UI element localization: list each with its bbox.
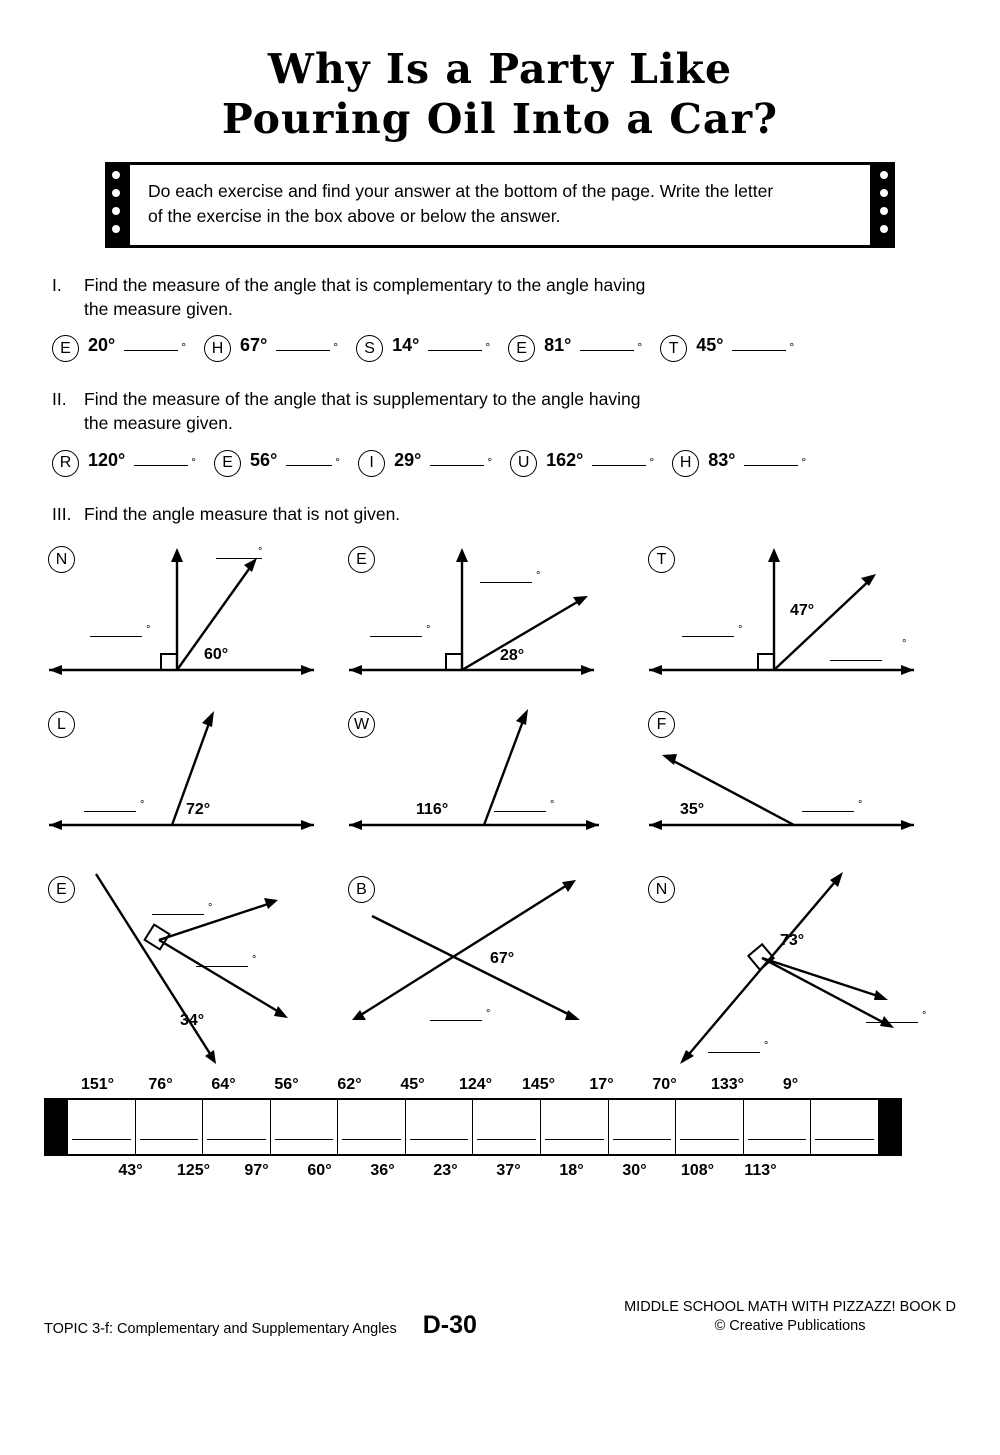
answer-value: 108° xyxy=(680,1162,715,1180)
exercise-value: 20° xyxy=(88,335,116,356)
figure-letter: E xyxy=(348,546,375,573)
answer-blank[interactable] xyxy=(90,636,142,637)
strip-left-cap xyxy=(46,1100,68,1154)
strip-right-cap xyxy=(878,1100,900,1154)
answer-cell[interactable] xyxy=(609,1100,677,1154)
footer-copyright: © Creative Publications xyxy=(714,1318,866,1335)
section-1-heading xyxy=(52,274,1000,321)
exercise-item: R 120° ° xyxy=(52,450,196,477)
banner-right-bar xyxy=(873,162,895,248)
exercise-letter: E xyxy=(52,335,79,362)
section-2 xyxy=(0,388,1000,476)
answer-cell[interactable] xyxy=(541,1100,609,1154)
figure-w-1-drawing xyxy=(344,705,644,870)
answer-blank[interactable] xyxy=(84,811,136,812)
exercise-item: E 20° ° xyxy=(52,335,186,362)
degree-symbol-icon: ° xyxy=(140,799,145,812)
answer-cell[interactable] xyxy=(136,1100,204,1154)
figure-letter: F xyxy=(648,711,675,738)
exercise-value: 81° xyxy=(544,335,572,356)
exercise-item: E 81° ° xyxy=(508,335,642,362)
exercise-item: T 45° ° xyxy=(660,335,794,362)
answer-blank[interactable] xyxy=(744,451,798,466)
exercise-letter: U xyxy=(510,450,537,477)
figures-row xyxy=(44,870,964,1070)
answer-blank[interactable] xyxy=(480,582,532,583)
answer-blank[interactable] xyxy=(830,660,882,661)
answer-value: 151° xyxy=(80,1076,115,1094)
figure-f-1-drawing xyxy=(644,705,944,870)
figure-n-2 xyxy=(644,870,944,1070)
answer-strip-top-values xyxy=(66,1076,964,1094)
figure-l-1-drawing xyxy=(44,705,344,870)
answer-value: 23° xyxy=(433,1162,458,1180)
answer-blank[interactable] xyxy=(732,336,786,351)
answer-value: 9° xyxy=(782,1076,799,1094)
instruction-line-1: Do each exercise and find your answer at the bottom of the page. Write the letter xyxy=(148,181,774,202)
footer-book-title: MIDDLE SCHOOL MATH WITH PIZZAZZ! BOOK D xyxy=(624,1298,956,1315)
answer-cell[interactable] xyxy=(406,1100,474,1154)
title-line-1: Why Is a Party Like xyxy=(267,45,733,93)
answer-blank[interactable] xyxy=(216,558,262,559)
section-3 xyxy=(0,503,1000,527)
exercise-value: 83° xyxy=(708,449,736,470)
answer-blank[interactable] xyxy=(430,451,484,466)
degree-symbol-icon: ° xyxy=(858,799,863,812)
exercise-letter: E xyxy=(508,335,535,362)
answer-value: 30° xyxy=(622,1162,647,1180)
exercise-item: U 162° ° xyxy=(510,450,654,477)
section-2-exercises xyxy=(52,450,1000,477)
figure-w-1 xyxy=(344,705,644,870)
page-footer xyxy=(44,1298,956,1337)
degree-symbol-icon: ° xyxy=(252,954,257,967)
answer-value: 45° xyxy=(400,1076,425,1094)
figure-e-1-drawing xyxy=(344,540,644,705)
exercise-item: H 67° ° xyxy=(204,335,338,362)
answer-value: 76° xyxy=(148,1076,173,1094)
exercise-letter: T xyxy=(660,335,687,362)
degree-symbol-icon: ° xyxy=(536,570,541,583)
exercise-value: 56° xyxy=(250,449,278,470)
exercise-value: 45° xyxy=(696,335,724,356)
angle-label: 72° xyxy=(186,801,211,819)
answer-blank[interactable] xyxy=(580,336,634,351)
angle-label: 73° xyxy=(780,932,805,950)
answer-value: 124° xyxy=(458,1076,493,1094)
figures-row xyxy=(44,540,964,705)
answer-blank[interactable] xyxy=(592,451,646,466)
degree-symbol-icon: ° xyxy=(258,546,263,559)
exercise-letter: H xyxy=(672,450,699,477)
figure-b-1 xyxy=(344,870,644,1070)
section-2-text xyxy=(84,388,640,435)
section-3-heading xyxy=(52,503,1000,527)
degree-symbol-icon: ° xyxy=(486,1008,491,1021)
answer-cell[interactable] xyxy=(203,1100,271,1154)
banner-left-bar xyxy=(105,162,127,248)
instruction-banner xyxy=(105,162,895,248)
exercise-item: I 29° ° xyxy=(358,450,492,477)
section-2-text-line-2: the measure given. xyxy=(84,412,233,433)
answer-blank[interactable] xyxy=(152,914,204,915)
answer-blank[interactable] xyxy=(196,966,248,967)
exercise-item: S 14° ° xyxy=(356,335,490,362)
answer-blank[interactable] xyxy=(276,336,330,351)
section-1-text xyxy=(84,274,645,321)
answer-cell[interactable] xyxy=(68,1100,136,1154)
footer-topic: TOPIC 3-f: Complementary and Supplementary Angles xyxy=(44,1321,397,1337)
answer-value: 113° xyxy=(744,1162,777,1180)
exercise-letter: H xyxy=(204,335,231,362)
answer-strip xyxy=(44,1076,964,1180)
angle-label: 28° xyxy=(500,647,525,665)
figure-letter: B xyxy=(348,876,375,903)
figures-row xyxy=(44,705,964,870)
figure-letter: E xyxy=(48,876,75,903)
figure-e-2-drawing xyxy=(44,870,344,1070)
answer-value: 17° xyxy=(589,1076,614,1094)
worksheet-page xyxy=(0,44,1000,1455)
answer-blank[interactable] xyxy=(286,451,332,466)
answer-cell[interactable] xyxy=(744,1100,812,1154)
figure-t-1-drawing xyxy=(644,540,944,705)
exercise-value: 67° xyxy=(240,335,268,356)
figure-n-2-drawing xyxy=(644,870,944,1070)
section-3-text: Find the angle measure that is not given. xyxy=(84,503,401,524)
degree-symbol-icon: ° xyxy=(922,1010,927,1023)
exercise-letter: S xyxy=(356,335,383,362)
figure-f-1 xyxy=(644,705,944,870)
instruction-text xyxy=(127,162,873,248)
answer-blank[interactable] xyxy=(682,636,734,637)
section-2-text-line-1: Find the measure of the angle that is supplementary to the angle having xyxy=(84,389,641,410)
answer-value: 60° xyxy=(307,1162,332,1180)
answer-value: 37° xyxy=(496,1162,521,1180)
angle-label: 47° xyxy=(790,602,815,620)
figure-n-1-drawing xyxy=(44,540,344,705)
exercise-letter: R xyxy=(52,450,79,477)
answer-cell[interactable] xyxy=(676,1100,744,1154)
title-line-2: Pouring Oil Into a Car? xyxy=(221,95,779,144)
figure-letter: N xyxy=(48,546,75,573)
answer-value: 18° xyxy=(559,1162,584,1180)
section-1 xyxy=(0,274,1000,362)
answer-value: 145° xyxy=(521,1076,556,1094)
answer-blank[interactable] xyxy=(430,1020,482,1021)
section-2-numeral: II. xyxy=(52,389,67,410)
answer-blank[interactable] xyxy=(708,1052,760,1053)
instruction-line-2: of the exercise in the box above or below the answer. xyxy=(148,205,561,226)
angle-label: 116° xyxy=(416,801,449,819)
angle-label: 35° xyxy=(680,801,705,819)
answer-blank[interactable] xyxy=(428,336,482,351)
degree-symbol-icon: ° xyxy=(764,1040,769,1053)
exercise-value: 162° xyxy=(546,449,584,470)
answer-blank[interactable] xyxy=(494,811,546,812)
degree-symbol-icon: ° xyxy=(550,799,555,812)
answer-blank[interactable] xyxy=(134,451,188,466)
figure-b-1-drawing xyxy=(344,870,644,1070)
section-3-numeral: III. xyxy=(52,503,72,524)
figure-t-1 xyxy=(644,540,944,705)
answer-value: 70° xyxy=(652,1076,677,1094)
exercise-value: 14° xyxy=(392,335,420,356)
exercise-letter: E xyxy=(214,450,241,477)
footer-publisher xyxy=(624,1298,956,1337)
angle-label: 60° xyxy=(204,646,229,664)
answer-value: 56° xyxy=(274,1076,299,1094)
answer-cell[interactable] xyxy=(338,1100,406,1154)
exercise-value: 120° xyxy=(88,449,126,470)
footer-page-code: D-30 xyxy=(422,1311,477,1339)
answer-value: 36° xyxy=(370,1162,395,1180)
answer-blank[interactable] xyxy=(370,636,422,637)
answer-cell[interactable] xyxy=(473,1100,541,1154)
figure-e-1 xyxy=(344,540,644,705)
figure-n-1 xyxy=(44,540,344,705)
answer-value: 43° xyxy=(118,1162,143,1180)
section-1-text-line-2: the measure given. xyxy=(84,298,233,319)
answer-value: 97° xyxy=(244,1162,269,1180)
answer-blank[interactable] xyxy=(124,336,178,351)
section-1-numeral: I. xyxy=(52,275,62,296)
section-2-heading xyxy=(52,388,1000,435)
exercise-item: H 83° ° xyxy=(672,450,806,477)
answer-value: 64° xyxy=(211,1076,236,1094)
section-1-exercises xyxy=(52,335,1000,362)
strip-cells xyxy=(68,1100,878,1154)
figure-l-1 xyxy=(44,705,344,870)
figure-letter: N xyxy=(648,876,675,903)
figure-letter: W xyxy=(348,711,375,738)
degree-symbol-icon: ° xyxy=(146,624,151,637)
exercise-item: E 56° ° xyxy=(214,450,340,477)
figure-e-2 xyxy=(44,870,344,1070)
degree-symbol-icon: ° xyxy=(902,638,907,651)
figures-grid xyxy=(44,540,964,1070)
answer-boxes xyxy=(44,1098,902,1156)
angle-label: 67° xyxy=(490,950,515,968)
answer-value: 125° xyxy=(176,1162,211,1180)
exercise-value: 29° xyxy=(394,449,422,470)
answer-cell[interactable] xyxy=(811,1100,878,1154)
answer-blank[interactable] xyxy=(802,811,854,812)
figure-letter: L xyxy=(48,711,75,738)
degree-symbol-icon: ° xyxy=(208,902,213,915)
degree-symbol-icon: ° xyxy=(426,624,431,637)
page-title xyxy=(0,44,1000,144)
section-1-text-line-1: Find the measure of the angle that is complementary to the angle having xyxy=(84,275,646,296)
answer-value: 62° xyxy=(337,1076,362,1094)
answer-blank[interactable] xyxy=(866,1022,918,1023)
exercise-letter: I xyxy=(358,450,385,477)
answer-cell[interactable] xyxy=(271,1100,339,1154)
answer-strip-bottom-values xyxy=(99,1162,964,1180)
angle-label: 34° xyxy=(180,1012,205,1030)
answer-value: 133° xyxy=(710,1076,745,1094)
degree-symbol-icon: ° xyxy=(738,624,743,637)
figure-letter: T xyxy=(648,546,675,573)
